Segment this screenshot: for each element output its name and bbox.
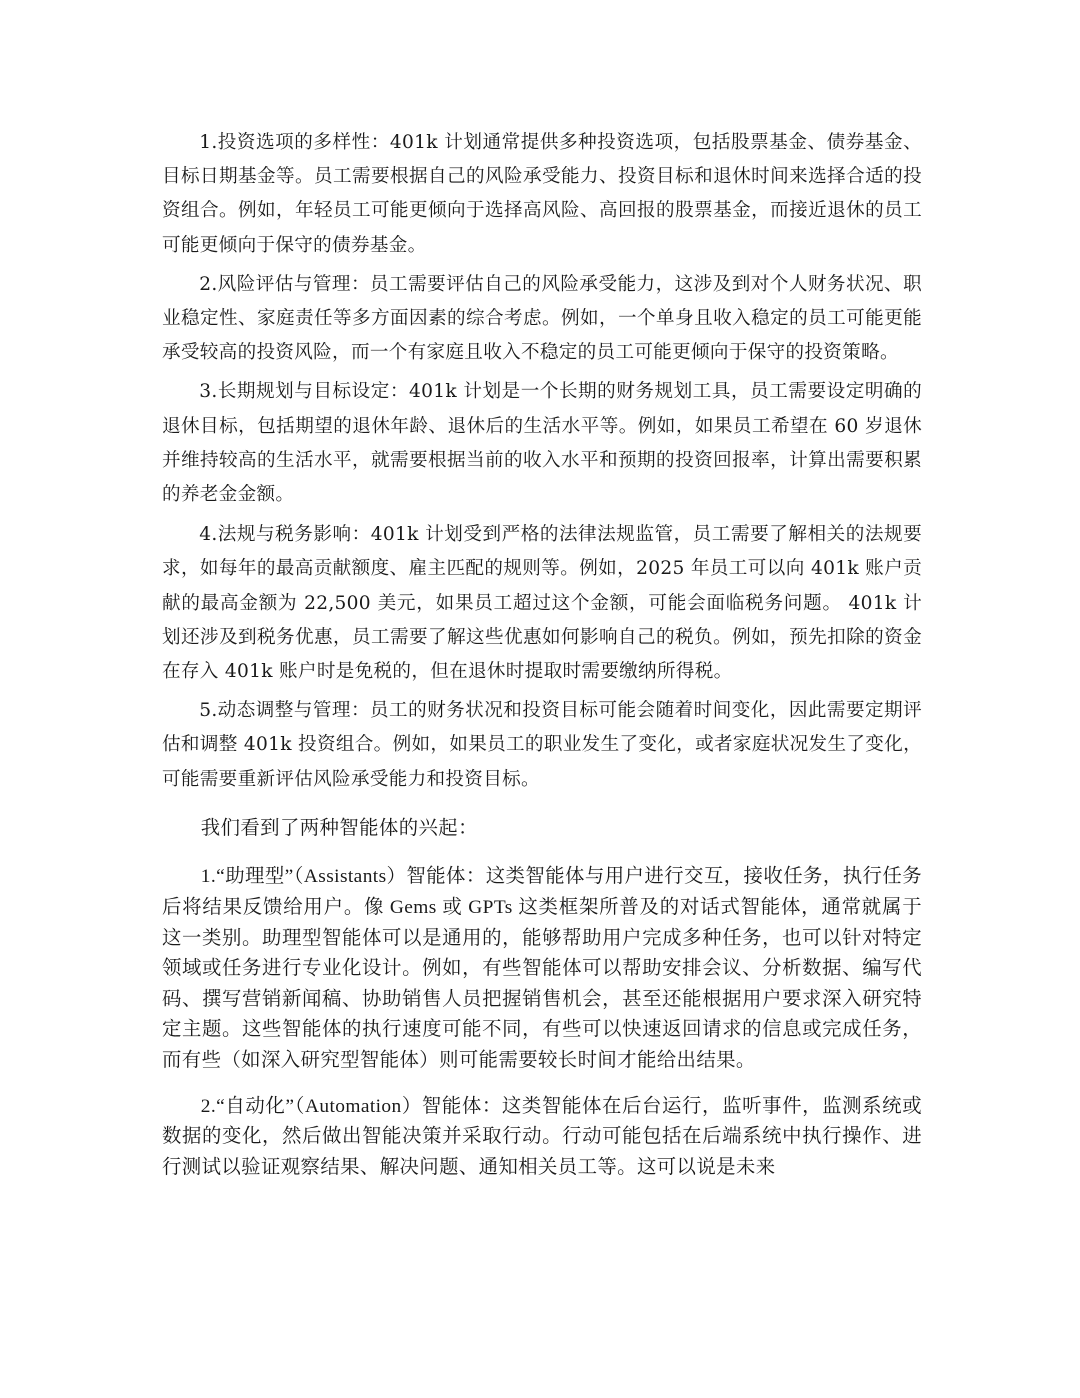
paragraph-investment-options: 1.投资选项的多样性：401k 计划通常提供多种投资选项，包括股票基金、债券基金、目标日期基金等。员工需要根据自己的风险承受能力、投资目标和退休时间来选择合适的投资组合。例如，年轻员工可能更倾向于选择高风险、高回报的股票基金，而接近退休的员工可能更倾向于保守的债券基金。 [162, 132, 922, 256]
section-agents [162, 814, 922, 1184]
paragraph-regulations-tax: 4.法规与税务影响：401k 计划受到严格的法律法规监管，员工需要了解相关的法规要求，如每年的最高贡献额度、雇主匹配的规则等。例如，2025 年员工可以向 401k 账户贡献的最高金额为 22,500 美元，如果员工超过这个金额，可能会面临税务问题。 401k 计划还涉及到税务优惠，员工需要了解这些优惠如何影响自己的税负。例如，预先扣除的资金在存入 401k 账户时是免税的，但在退休时提取时需要缴纳所得税。 [162, 524, 922, 683]
paragraph-assistant-agents: 1.“助理型”（Assistants）智能体：这类智能体与用户进行交互，接收任务，执行任务后将结果反馈给用户。像 Gems 或 GPTs 这类框架所普及的对话式智能体，通常就属于这一类别。助理型智能体可以是通用的，能够帮助用户完成多种任务，也可以针对特定领域或任务进行专业化设计。例如，有些智能体可以帮助安排会议、分析数据、编写代码、撰写营销新闻稿、协助销售人员把握销售机会，甚至还能根据用户要求深入研究特定主题。这些智能体的执行速度可能不同，有些可以快速返回请求的信息或完成任务，而有些（如深入研究型智能体）则可能需要较长时间才能给出结果。 [162, 866, 922, 1072]
paragraph-dynamic-adjustment: 5.动态调整与管理：员工的财务状况和投资目标可能会随着时间变化，因此需要定期评估和调整 401k 投资组合。例如，如果员工的职业发生了变化，或者家庭状况发生了变化，可能需要重新评估风险承受能力和投资目标。 [162, 700, 922, 790]
paragraph-automation-agents: 2.“自动化”（Automation）智能体：这类智能体在后台运行，监听事件，监测系统或数据的变化，然后做出智能决策并采取行动。行动可能包括在后端系统中执行操作、进行测试以验证观察结果、解决问题、通知相关员工等。这可以说是未来 [162, 1095, 922, 1178]
document-page [162, 126, 922, 1183]
paragraph-risk-assessment: 2.风险评估与管理：员工需要评估自己的风险承受能力，这涉及到对个人财务状况、职业稳定性、家庭责任等多方面因素的综合考虑。例如，一个单身且收入稳定的员工可能更能承受较高的投资风险，而一个有家庭且收入不稳定的员工可能更倾向于保守的投资策略。 [162, 273, 922, 364]
paragraph-long-term-planning: 3.长期规划与目标设定：401k 计划是一个长期的财务规划工具，员工需要设定明确的退休目标，包括期望的退休年龄、退休后的生活水平等。例如，如果员工希望在 60 岁退休并维持较高的生活水平，就需要根据当前的收入水平和预期的投资回报率，计算出需要积累的养老金金额。 [162, 381, 922, 506]
paragraph-agents-intro: 我们看到了两种智能体的兴起： [200, 817, 478, 839]
section-401k [162, 126, 922, 797]
